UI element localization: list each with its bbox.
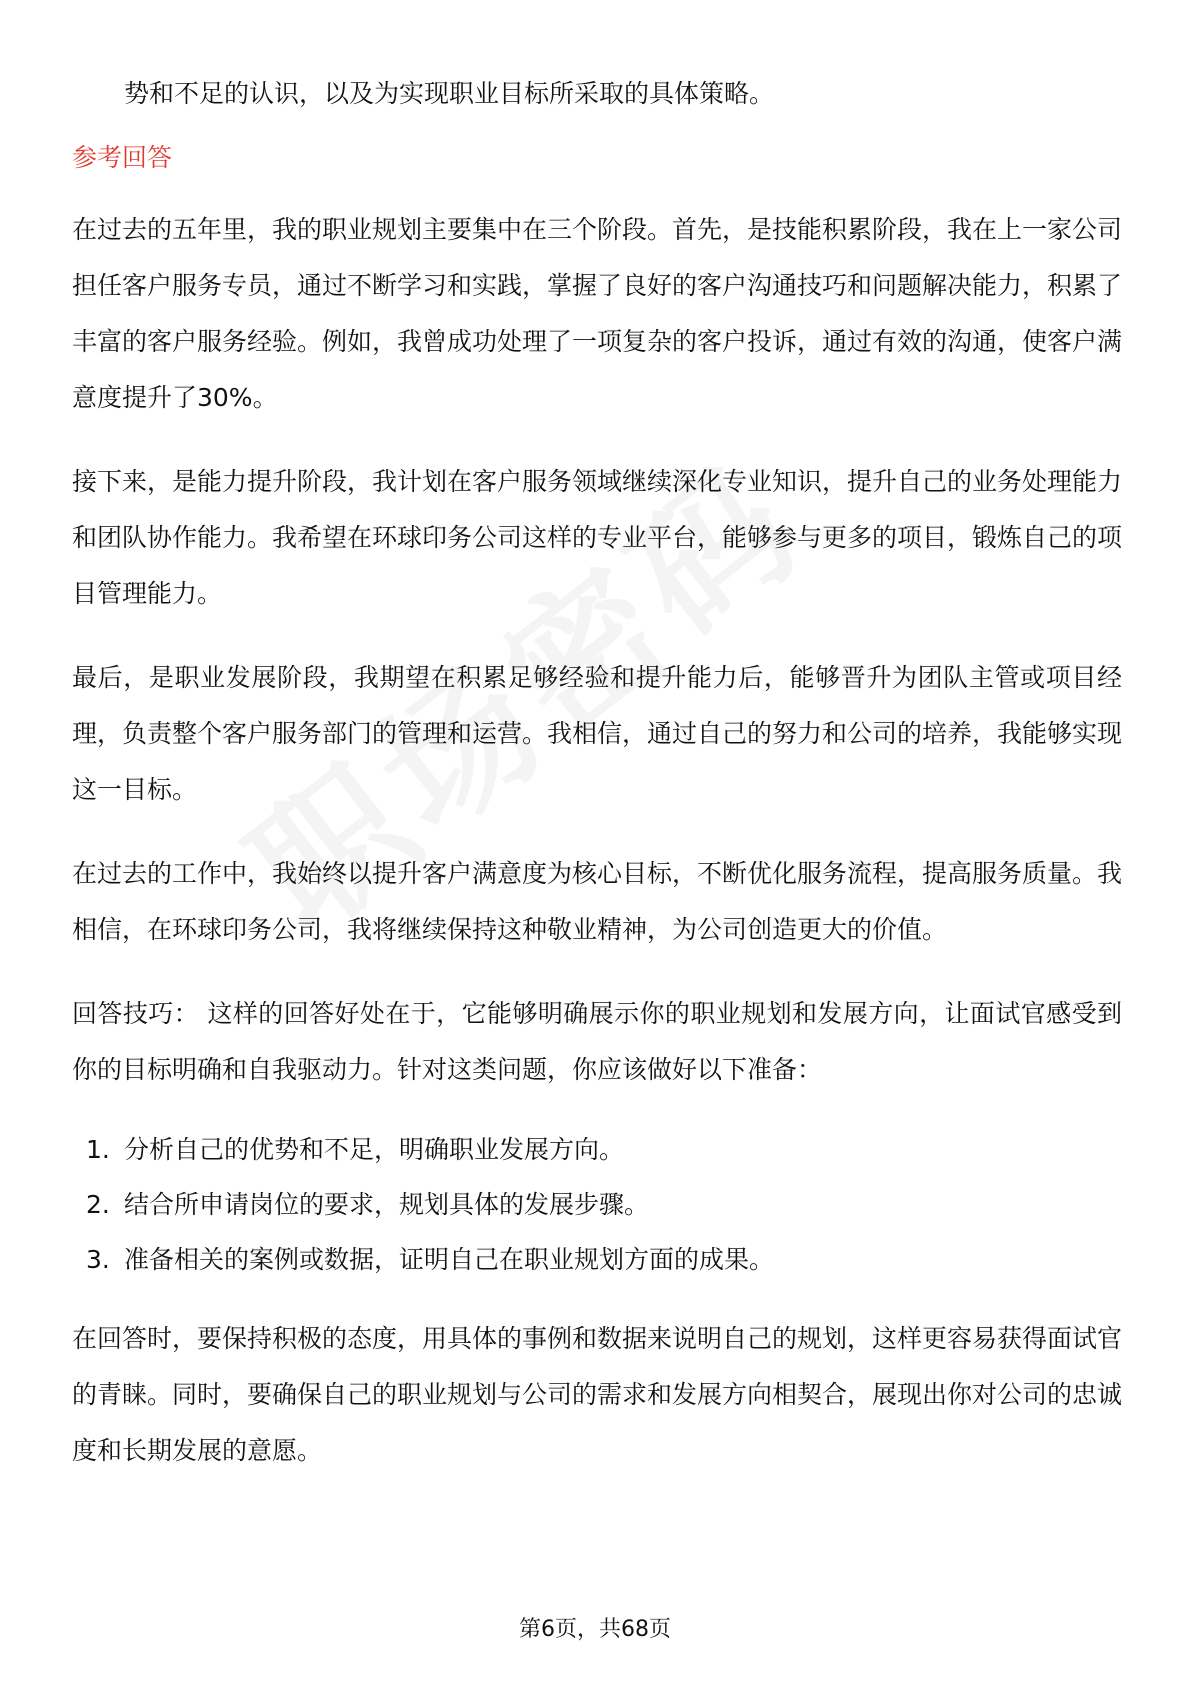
- paragraph-4: 在过去的工作中，我始终以提升客户满意度为核心目标，不断优化服务流程，提高服务质量。我相信，在环球印务公司，我将继续保持这种敬业精神，为公司创造更大的价值。: [72, 859, 1123, 944]
- list-item: [72, 1122, 1122, 1177]
- tips-list: [72, 1122, 1122, 1287]
- paragraph-2: 接下来，是能力提升阶段，我计划在客户服务领域继续深化专业知识，提升自己的业务处理能力和团队协作能力。我希望在环球印务公司这样的专业平台，能够参与更多的项目，锻炼自己的项目管理能力。: [72, 467, 1123, 608]
- document-content: [72, 66, 1122, 1507]
- closing-paragraph: 在回答时，要保持积极的态度，用具体的事例和数据来说明自己的规划，这样更容易获得面试官的青睐。同时，要确保自己的职业规划与公司的需求和发展方向相契合，展现出你对公司的忠诚度和长期发展的意愿。: [72, 1324, 1123, 1465]
- list-item-number: 3.: [86, 1245, 110, 1274]
- list-item-text: 分析自己的优势和不足，明确职业发展方向。: [124, 1135, 625, 1164]
- list-item-text: 结合所申请岗位的要求，规划具体的发展步骤。: [124, 1190, 650, 1219]
- tips-intro-paragraph: 回答技巧： 这样的回答好处在于，它能够明确展示你的职业规划和发展方向，让面试官感受到你的目标明确和自我驱动力。针对这类问题，你应该做好以下准备：: [72, 999, 1122, 1084]
- intro-line: 势和不足的认识，以及为实现职业目标所采取的具体策略。: [124, 79, 775, 108]
- paragraph-3: 最后，是职业发展阶段，我期望在积累足够经验和提升能力后，能够晋升为团队主管或项目经理，负责整个客户服务部门的管理和运营。我相信，通过自己的努力和公司的培养，我能够实现这一目标。: [72, 663, 1123, 804]
- paragraph-1: 在过去的五年里，我的职业规划主要集中在三个阶段。首先，是技能积累阶段，我在上一家公司担任客户服务专员，通过不断学习和实践，掌握了良好的客户沟通技巧和问题解决能力，积累了丰富的客户服务经验。例如，我曾成功处理了一项复杂的客户投诉，通过有效的沟通，使客户满意度提升了30%。: [72, 215, 1123, 412]
- section-title: 参考回答: [72, 143, 173, 172]
- list-item-number: 2.: [86, 1190, 110, 1219]
- page-footer: 第6页，共68页: [519, 1617, 671, 1642]
- list-item: [72, 1177, 1122, 1232]
- list-item-number: 1.: [86, 1135, 110, 1164]
- list-item: [72, 1232, 1122, 1287]
- list-item-text: 准备相关的案例或数据，证明自己在职业规划方面的成果。: [124, 1245, 775, 1274]
